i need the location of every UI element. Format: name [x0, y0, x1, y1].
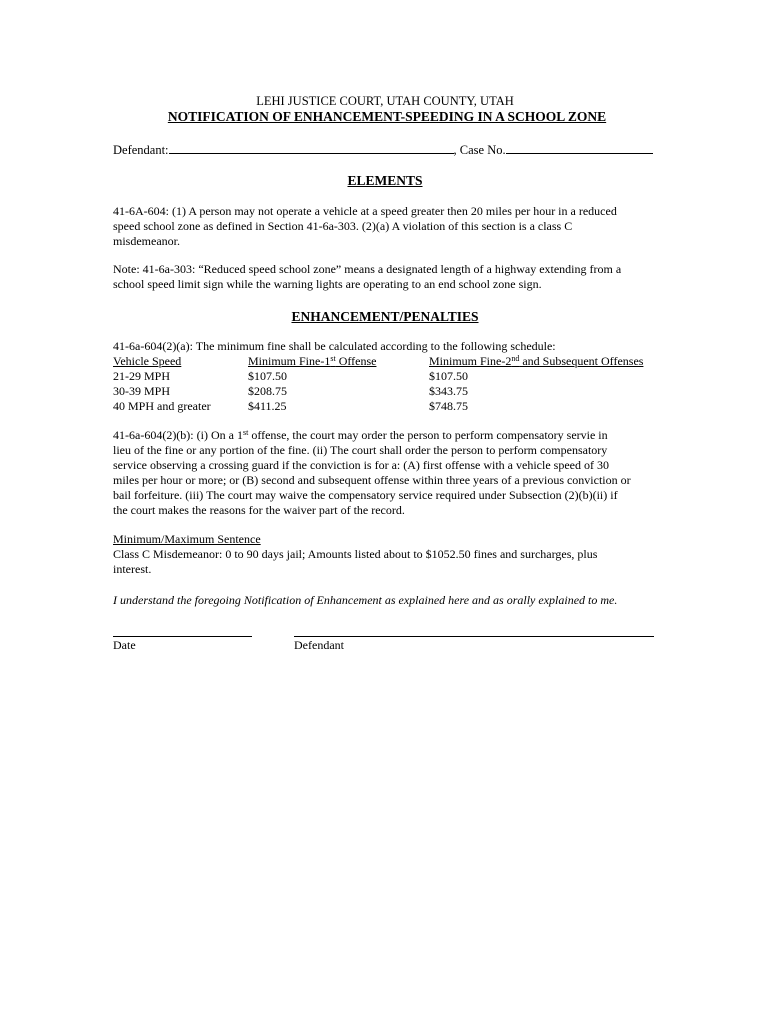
compensatory-line: the court makes the reasons for the waiver part of the record. [113, 503, 405, 517]
statute-line: misdemeanor. [113, 234, 180, 248]
defendant-signature-line[interactable] [294, 636, 654, 637]
acknowledgement-statement: I understand the foregoing Notification of Enhancement as explained here and as orally explained to me. [113, 593, 618, 607]
column-header-subsequent-offense: Minimum Fine-2nd and Subsequent Offenses [429, 354, 644, 368]
compensatory-line: 41-6a-604(2)(b): (i) On a 1st offense, the court may order the person to perform compensatory servie in [113, 428, 608, 442]
note-paragraph [113, 262, 663, 292]
row-first-fine: $208.75 [248, 384, 287, 398]
document-title: NOTIFICATION OF ENHANCEMENT-SPEEDING IN A SCHOOL ZONE [167, 109, 607, 124]
row-first-fine: $107.50 [248, 369, 287, 383]
compensatory-line: lieu of the fine or any portion of the fine. (ii) The court shall order the person to perform compensatory [113, 443, 608, 457]
compensatory-line: bail forfeiture. (iii) The court may waive the compensatory service required under Subsection (2)(b)(ii) if [113, 488, 618, 502]
defendant-case-line [113, 142, 653, 158]
row-speed: 40 MPH and greater [113, 399, 211, 413]
case-number-field[interactable] [506, 142, 653, 154]
schedule-header-row [113, 354, 663, 369]
defendant-label: Defendant: [113, 143, 169, 157]
sentence-line: interest. [113, 562, 152, 576]
row-speed: 30-39 MPH [113, 384, 171, 398]
sentence-line: Class C Misdemeanor: 0 to 90 days jail; Amounts listed about to $1052.50 fines and surcharges, plus [113, 547, 598, 561]
defendant-signature-label: Defendant [294, 638, 344, 652]
case-number-label: , Case No. [453, 143, 506, 157]
date-label: Date [113, 638, 136, 652]
row-speed: 21-29 MPH [113, 369, 171, 383]
schedule-row [113, 369, 663, 384]
elements-heading: ELEMENTS [347, 173, 423, 188]
sentence-paragraph [113, 532, 663, 577]
note-line: Note: 41-6a-303: “Reduced speed school zone” means a designated length of a highway extending from a [113, 262, 622, 276]
date-signature-line[interactable] [113, 636, 252, 637]
compensatory-line: miles per hour or more; or (B) second and subsequent offense within three years of a previous conviction or [113, 473, 631, 487]
row-subsequent-fine: $748.75 [429, 399, 468, 413]
sentence-heading: Minimum/Maximum Sentence [113, 532, 261, 546]
defendant-name-field[interactable] [169, 142, 454, 154]
note-line: school speed limit sign while the warning lights are operating to an end school zone sign. [113, 277, 542, 291]
column-header-speed: Vehicle Speed [113, 354, 182, 368]
statute-line: 41-6A-604: (1) A person may not operate a vehicle at a speed greater then 20 miles per hour in a reduced [113, 204, 617, 218]
court-name: LEHI JUSTICE COURT, UTAH COUNTY, UTAH [256, 94, 514, 108]
row-subsequent-fine: $343.75 [429, 384, 468, 398]
statute-paragraph [113, 204, 663, 249]
statute-line: speed school zone as defined in Section 41-6a-303. (2)(a) A violation of this section is a class C [113, 219, 573, 233]
compensatory-line: service observing a crossing guard if the conviction is for a: (A) first offense with a vehicle speed of 30 [113, 458, 609, 472]
compensatory-service-paragraph [113, 428, 663, 518]
schedule-row [113, 399, 663, 414]
schedule-row [113, 384, 663, 399]
row-first-fine: $411.25 [248, 399, 287, 413]
row-subsequent-fine: $107.50 [429, 369, 468, 383]
schedule-intro: 41-6a-604(2)(a): The minimum fine shall be calculated according to the following schedule: [113, 339, 556, 353]
penalties-heading: ENHANCEMENT/PENALTIES [291, 309, 479, 324]
fine-schedule [113, 339, 663, 414]
column-header-first-offense: Minimum Fine-1st Offense [248, 354, 377, 368]
